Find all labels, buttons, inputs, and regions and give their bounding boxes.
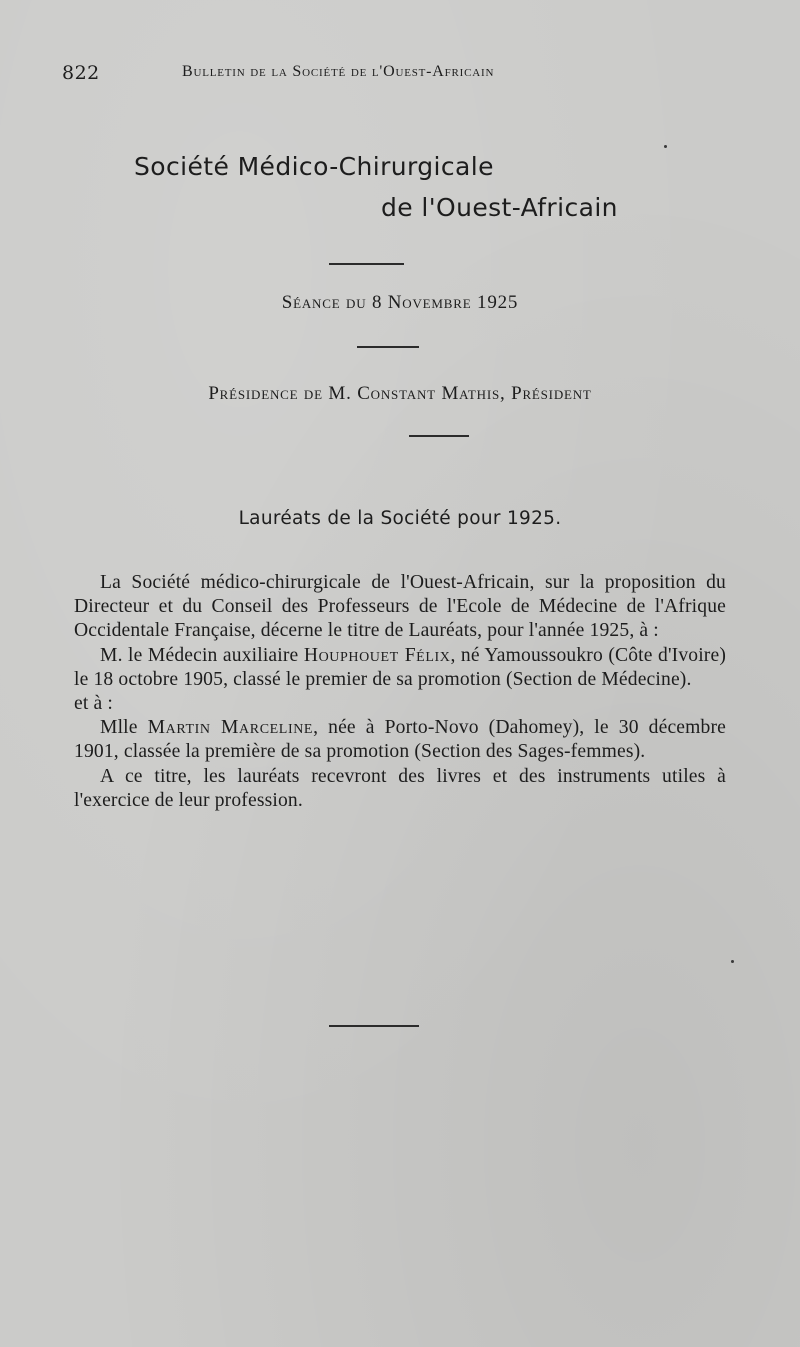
society-title-line-2: de l'Ouest-Africain [381, 193, 618, 222]
running-title: Bulletin de la Société de l'Ouest-Africain [182, 63, 495, 80]
paragraph-laureate-2 [74, 716, 726, 764]
laureate-2-name: Martin Marceline [147, 717, 314, 739]
divider-rule [357, 346, 419, 348]
ink-speck [664, 145, 667, 148]
laureate-2-prefix: Mlle [100, 717, 148, 739]
laureate-2-details: , née à Porto-Novo (Dahomey), le 30 décembre 1901, classée la première de sa promotion (Section des Sages-femmes). [74, 717, 727, 763]
society-title-line-1: Société Médico-Chirurgicale [134, 152, 494, 181]
laureate-1-details: , né Yamoussoukro (Côte d'Ivoire) le 18 octobre 1905, classé le premier de sa promotion (Section de Médecine). [74, 644, 727, 690]
paragraph-connector: et à : [74, 693, 113, 715]
laureate-1-prefix: M. le Médecin auxiliaire [100, 644, 304, 666]
divider-rule [409, 435, 469, 437]
divider-rule [329, 263, 404, 265]
paragraph-laureate-1 [74, 644, 726, 692]
section-heading: Lauréats de la Société pour 1925. [238, 508, 562, 529]
presidency-line: Présidence de M. Constant Mathis, Président [208, 383, 592, 404]
laureate-1-name: Houphouet Félix [303, 644, 451, 666]
session-date: Séance du 8 Novembre 1925 [281, 292, 519, 313]
divider-rule [329, 1025, 419, 1027]
ink-speck [731, 960, 734, 963]
page-header [60, 62, 760, 86]
paragraph-intro: La Société médico-chirurgicale de l'Ouest-Africain, sur la proposition du Directeur et du Conseil des Professeurs de l'Ecole de Médecine de l'Afrique Occidentale Française, décerne le titre de Lauréats, pour l'année 1925, à : [74, 572, 726, 642]
body-text [74, 571, 726, 813]
page-number: 822 [62, 62, 100, 84]
paragraph-closing: A ce titre, les lauréats recevront des livres et des instruments utiles à l'exercice de leur profession. [74, 765, 726, 811]
